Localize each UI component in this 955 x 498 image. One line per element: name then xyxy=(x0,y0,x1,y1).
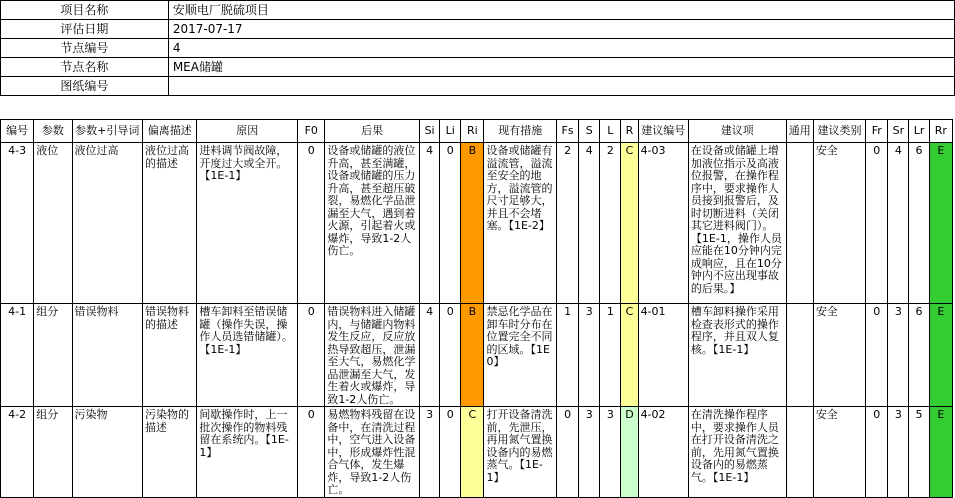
cell-fs[interactable]: 2 xyxy=(557,143,579,304)
cell-param-guide[interactable]: 错误物料 xyxy=(72,304,143,407)
cell-id[interactable]: 4-3 xyxy=(1,143,34,304)
cell-suggestion[interactable]: 槽车卸料操作采用检查表形式的操作程序，并且双人复核。【1E-1】 xyxy=(688,304,786,407)
info-row-project-name xyxy=(1,1,955,20)
table-row xyxy=(1,407,953,498)
cell-suggestion[interactable]: 在清洗操作程序中，要求操作人员在打开设备清洗之前，先用氮气置换设备内的易燃蒸气。【1E-1】 xyxy=(688,407,786,498)
cell-param[interactable]: 组分 xyxy=(34,407,72,498)
col-header[interactable]: Ri xyxy=(461,120,484,143)
info-label: 项目名称 xyxy=(1,1,169,20)
cell-fr[interactable]: 0 xyxy=(866,304,888,407)
cell-r[interactable]: D xyxy=(621,407,638,498)
cell-fs[interactable]: 1 xyxy=(557,304,579,407)
col-header[interactable]: R xyxy=(621,120,638,143)
cell-lr[interactable]: 6 xyxy=(909,143,929,304)
cell-general[interactable] xyxy=(786,304,813,407)
info-row-node-name xyxy=(1,58,955,77)
cell-l[interactable]: 2 xyxy=(600,143,621,304)
info-label: 评估日期 xyxy=(1,20,169,39)
col-header[interactable]: 通用 xyxy=(786,120,813,143)
cell-ri[interactable]: C xyxy=(461,407,484,498)
cell-l[interactable]: 3 xyxy=(600,407,621,498)
cell-category[interactable]: 安全 xyxy=(813,143,865,304)
cell-suggestion-no[interactable]: 4-01 xyxy=(638,304,688,407)
cell-f0[interactable]: 0 xyxy=(298,143,325,304)
cell-param-guide[interactable]: 污染物 xyxy=(72,407,143,498)
cell-measures[interactable]: 禁忌化学品在卸车时分布在位置完全不同的区域。【1E0】 xyxy=(484,304,557,407)
cell-lr[interactable]: 5 xyxy=(909,407,929,498)
cell-sr[interactable]: 4 xyxy=(888,143,909,304)
cell-param[interactable]: 组分 xyxy=(34,304,72,407)
table-row xyxy=(1,143,953,304)
cell-param[interactable]: 液位 xyxy=(34,143,72,304)
cell-id[interactable]: 4-1 xyxy=(1,304,34,407)
info-row-drawing-number xyxy=(1,77,955,96)
cell-cause[interactable]: 槽车卸料至错误储罐（操作失误，操作人员选错储罐）。【1E-1】 xyxy=(197,304,298,407)
col-header[interactable]: Si xyxy=(420,120,440,143)
cell-fr[interactable]: 0 xyxy=(866,407,888,498)
info-value[interactable]: 2017-07-17 xyxy=(168,20,954,39)
cell-li[interactable]: 0 xyxy=(440,143,461,304)
cell-li[interactable]: 0 xyxy=(440,304,461,407)
info-value[interactable]: MEA储罐 xyxy=(168,58,954,77)
info-label: 节点编号 xyxy=(1,39,169,58)
cell-suggestion-no[interactable]: 4-03 xyxy=(638,143,688,304)
cell-fs[interactable]: 0 xyxy=(557,407,579,498)
cell-li[interactable]: 0 xyxy=(440,407,461,498)
col-header[interactable]: 建议项 xyxy=(688,120,786,143)
cell-param-guide[interactable]: 液位过高 xyxy=(72,143,143,304)
cell-suggestion-no[interactable]: 4-02 xyxy=(638,407,688,498)
cell-category[interactable]: 安全 xyxy=(813,407,865,498)
col-header[interactable]: 参数+引导词 xyxy=(72,120,143,143)
cell-id[interactable]: 4-2 xyxy=(1,407,34,498)
col-header[interactable]: Lr xyxy=(909,120,929,143)
cell-si[interactable]: 4 xyxy=(420,304,440,407)
cell-lr[interactable]: 6 xyxy=(909,304,929,407)
table-row xyxy=(1,304,953,407)
info-value[interactable]: 4 xyxy=(168,39,954,58)
col-header[interactable]: 建议类别 xyxy=(813,120,865,143)
col-header[interactable]: Li xyxy=(440,120,461,143)
info-label: 图纸编号 xyxy=(1,77,169,96)
col-header[interactable]: 建议编号 xyxy=(638,120,688,143)
column-header-row xyxy=(1,120,953,143)
project-info-table xyxy=(0,0,955,96)
col-header[interactable]: S xyxy=(579,120,600,143)
cell-cause[interactable]: 间歇操作时，上一批次操作的物料残留在系统内。【1E-1】 xyxy=(197,407,298,498)
cell-measures[interactable]: 设备或储罐有溢流管，溢流至安全的地方，溢流管的尺寸足够大，并且不会堵塞。【1E-2】 xyxy=(484,143,557,304)
col-header[interactable]: 现有措施 xyxy=(484,120,557,143)
col-header[interactable]: L xyxy=(600,120,621,143)
cell-ri[interactable]: B xyxy=(461,304,484,407)
cell-s[interactable]: 4 xyxy=(579,143,600,304)
hazop-worksheet-table xyxy=(0,119,953,498)
cell-s[interactable]: 3 xyxy=(579,407,600,498)
cell-deviation[interactable]: 液位过高的描述 xyxy=(143,143,197,304)
cell-f0[interactable]: 0 xyxy=(298,407,325,498)
info-label: 节点名称 xyxy=(1,58,169,77)
cell-deviation[interactable]: 污染物的描述 xyxy=(143,407,197,498)
cell-measures[interactable]: 打开设备清洗前，先泄压，再用氮气置换设备内的易燃蒸气。【1E-1】 xyxy=(484,407,557,498)
cell-fr[interactable]: 0 xyxy=(866,143,888,304)
col-header[interactable]: F0 xyxy=(298,120,325,143)
cell-ri[interactable]: B xyxy=(461,143,484,304)
col-header[interactable]: Rr xyxy=(929,120,952,143)
info-value[interactable] xyxy=(168,77,954,96)
col-header[interactable]: Fr xyxy=(866,120,888,143)
cell-category[interactable]: 安全 xyxy=(813,304,865,407)
cell-general[interactable] xyxy=(786,143,813,304)
cell-si[interactable]: 3 xyxy=(420,407,440,498)
cell-rr[interactable]: E xyxy=(929,143,952,304)
col-header[interactable]: Fs xyxy=(557,120,579,143)
cell-suggestion[interactable]: 在设备或储罐上增加液位指示及高液位报警，在操作程序中，要求操作人员接到报警后，及时切断进料（关闭其它进料阀门）。【1E-1，操作人员应能在10分钟内完成响应，且在10分钟内不应出现事故的后果。】 xyxy=(688,143,786,304)
col-header[interactable]: 编号 xyxy=(1,120,34,143)
col-header[interactable]: Sr xyxy=(888,120,909,143)
cell-r[interactable]: C xyxy=(621,304,638,407)
cell-rr[interactable]: E xyxy=(929,407,952,498)
cell-rr[interactable]: E xyxy=(929,304,952,407)
col-header[interactable]: 后果 xyxy=(325,120,420,143)
cell-r[interactable]: C xyxy=(621,143,638,304)
cell-consequence[interactable]: 错误物料进入储罐内，与储罐内物料发生反应，反应放热导致超压，泄漏至大气，易燃化学品泄漏至大气，发生着火或爆炸，导致1-2人伤亡。 xyxy=(325,304,420,407)
cell-consequence[interactable]: 设备或储罐的液位升高，甚至满罐，设备或储罐的压力升高，甚至超压破裂，易燃化学品泄漏至大气，遇到着火源，引起着火或爆炸，导致1-2人伤亡。 xyxy=(325,143,420,304)
cell-sr[interactable]: 3 xyxy=(888,304,909,407)
col-header[interactable]: 偏离描述 xyxy=(143,120,197,143)
col-header[interactable]: 原因 xyxy=(197,120,298,143)
info-row-eval-date xyxy=(1,20,955,39)
cell-l[interactable]: 1 xyxy=(600,304,621,407)
cell-deviation[interactable]: 错误物料的描述 xyxy=(143,304,197,407)
info-row-node-number xyxy=(1,39,955,58)
cell-si[interactable]: 4 xyxy=(420,143,440,304)
cell-general[interactable] xyxy=(786,407,813,498)
col-header[interactable]: 参数 xyxy=(34,120,72,143)
cell-s[interactable]: 3 xyxy=(579,304,600,407)
cell-cause[interactable]: 进料调节阀故障，开度过大或全开。【1E-1】 xyxy=(197,143,298,304)
cell-sr[interactable]: 3 xyxy=(888,407,909,498)
cell-f0[interactable]: 0 xyxy=(298,304,325,407)
cell-consequence[interactable]: 易燃物料残留在设备中，在清洗过程中，空气进入设备中，形成爆炸性混合气体，发生爆炸，导致1-2人伤亡。 xyxy=(325,407,420,498)
info-value[interactable]: 安顺电厂脱硫项目 xyxy=(168,1,954,20)
